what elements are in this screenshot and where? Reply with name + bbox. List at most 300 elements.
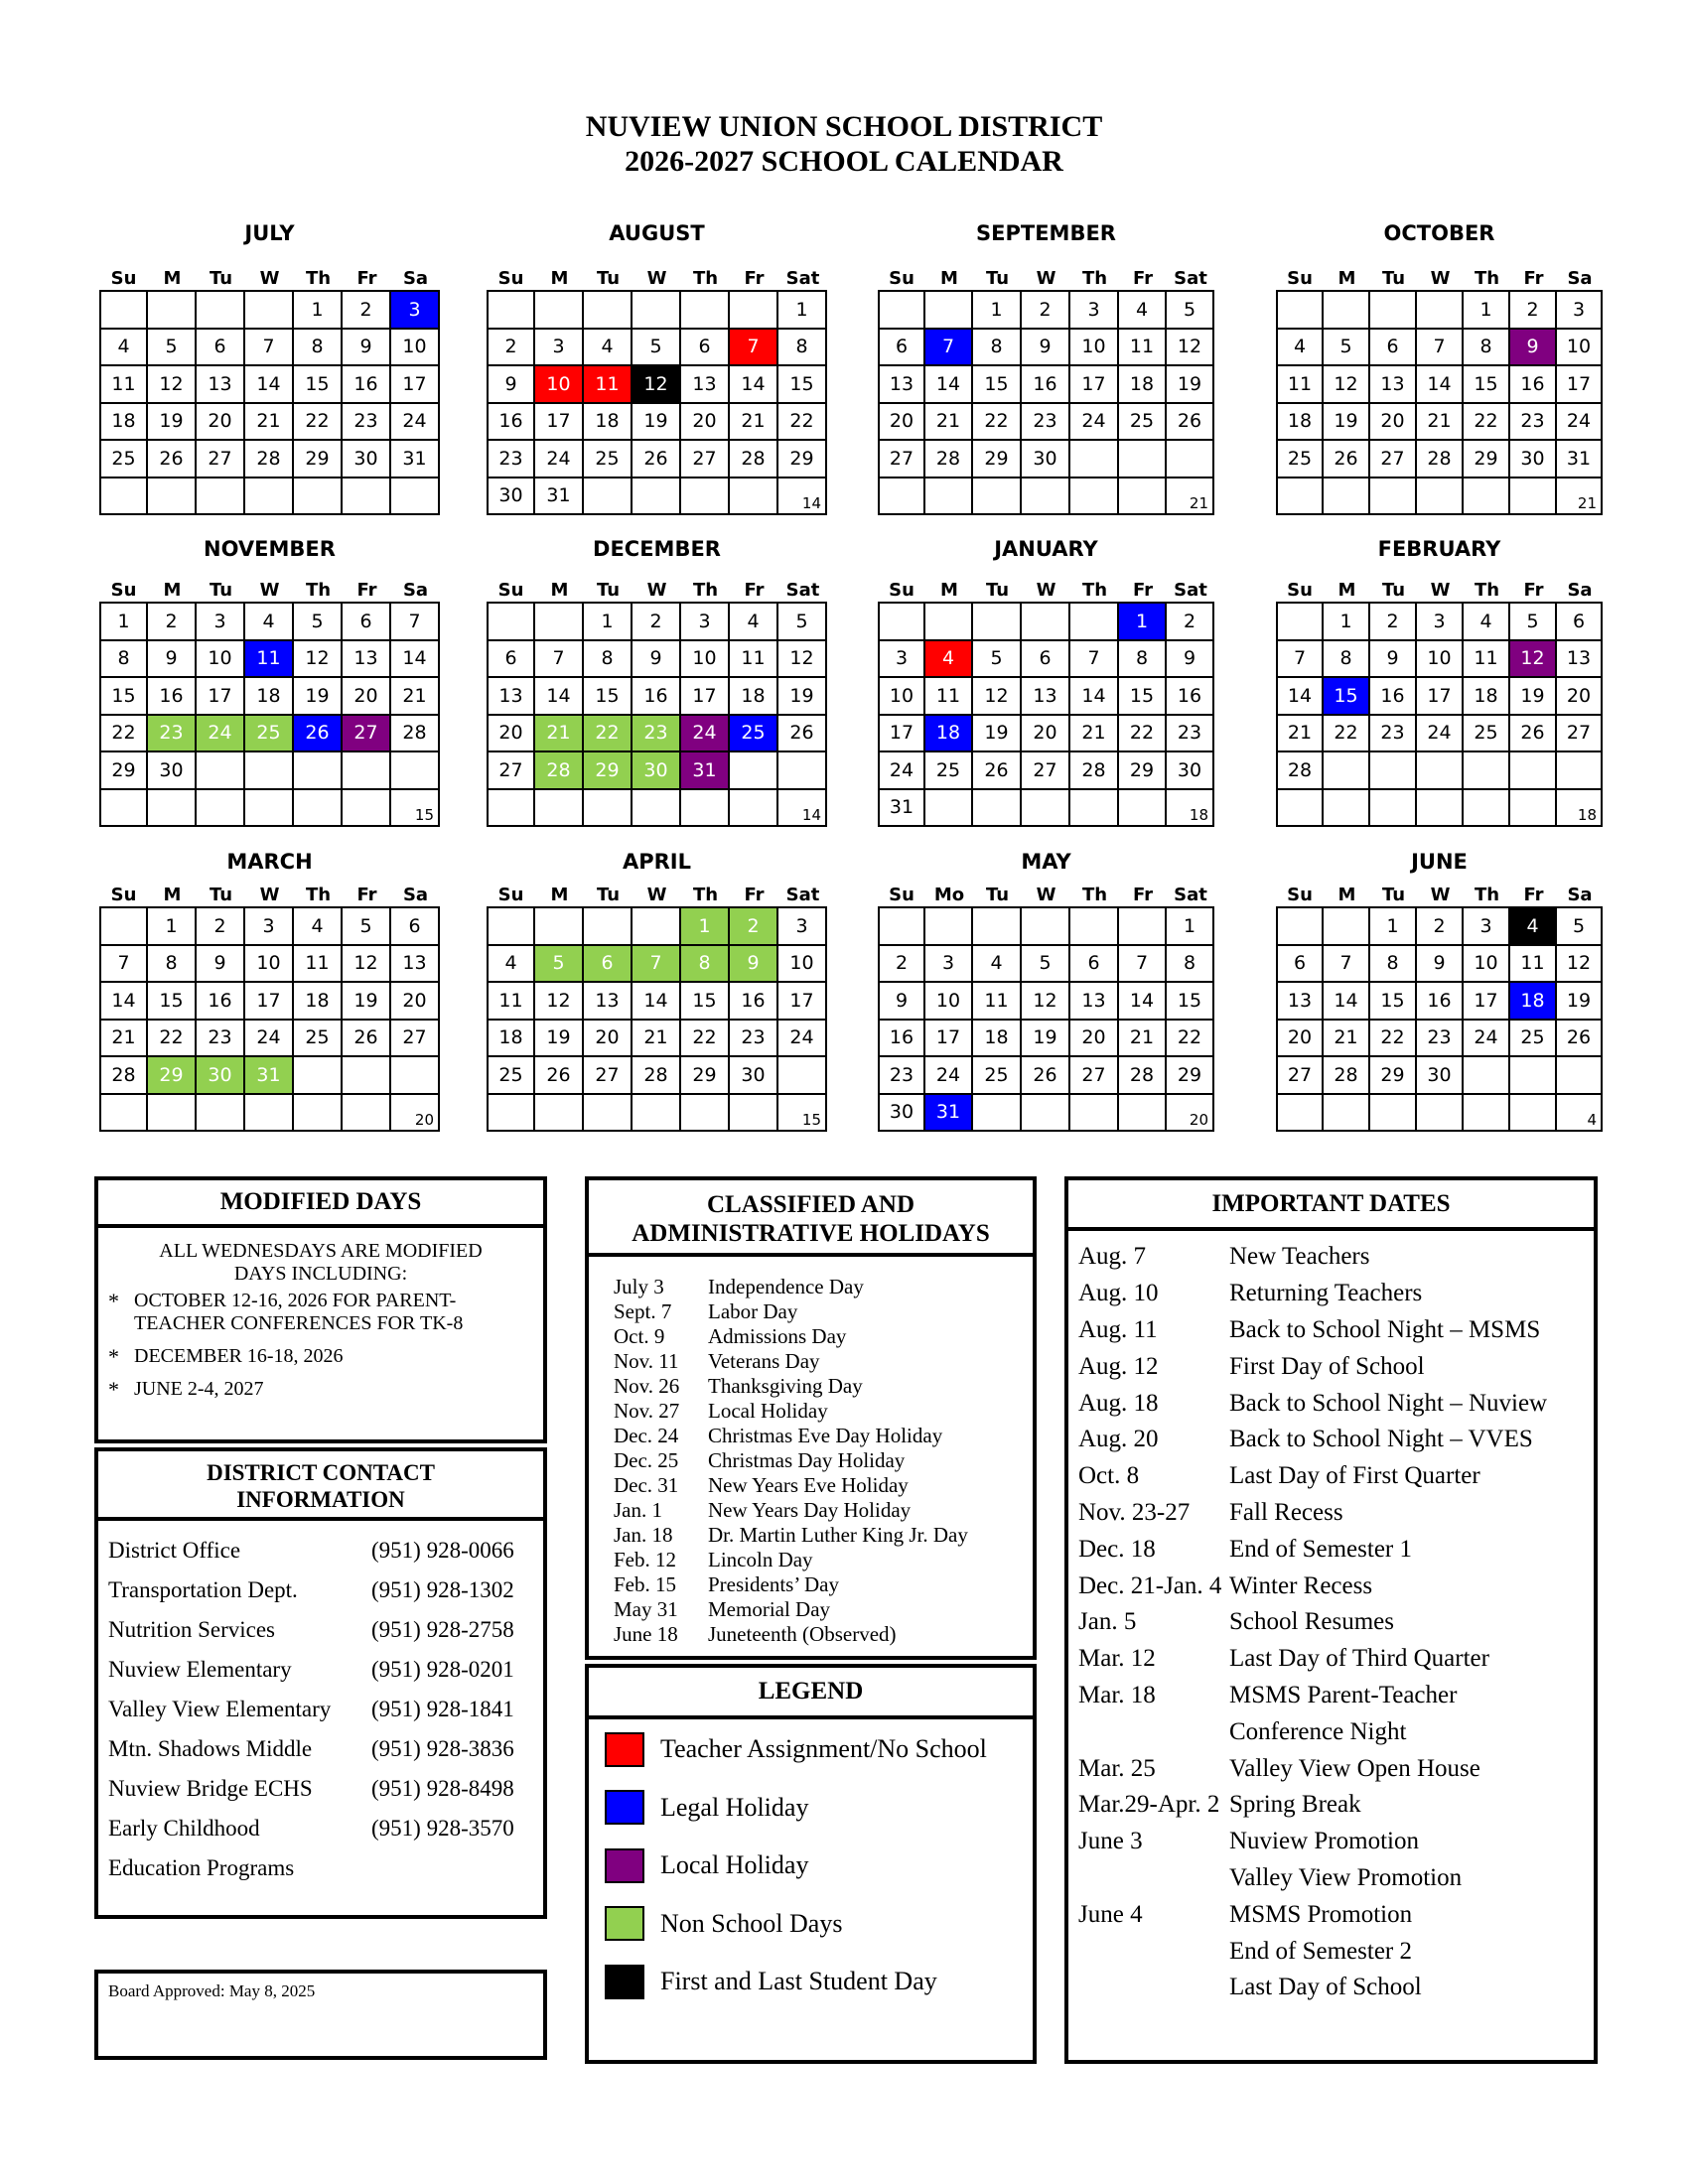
day-cell — [1324, 752, 1370, 790]
day-number: 5 — [1526, 610, 1539, 632]
school-day-count: 14 — [801, 494, 821, 512]
month-name: OCTOBER — [1383, 221, 1495, 245]
holiday-row — [614, 1424, 968, 1448]
day-number: 1 — [601, 610, 614, 632]
day-number: 12 — [546, 989, 571, 1012]
month-days-grid — [878, 906, 1214, 1132]
day-cell — [294, 441, 343, 478]
day-number: 23 — [208, 1026, 232, 1049]
day-number: 24 — [402, 410, 427, 433]
day-cell — [925, 1021, 973, 1058]
day-number: 13 — [1380, 372, 1405, 395]
day-cell — [197, 1095, 245, 1133]
important-event: Conference Night — [1229, 1717, 1407, 1745]
legend-item-student — [605, 1962, 937, 2001]
day-number: 12 — [305, 647, 330, 670]
day-number: 22 — [692, 1026, 717, 1049]
school-day-count: 18 — [1189, 806, 1208, 824]
day-cell — [681, 641, 730, 679]
important-date: Aug. 18 — [1078, 1389, 1159, 1417]
day-number: 16 — [159, 684, 184, 707]
day-number: 26 — [1520, 722, 1545, 745]
day-cell — [535, 790, 584, 828]
weekday-label: M — [940, 580, 958, 601]
day-number: 16 — [1033, 372, 1057, 395]
board-approved-box — [94, 1970, 547, 2060]
legend-swatch — [605, 1790, 644, 1825]
day-cell — [1278, 1021, 1324, 1058]
day-cell — [1464, 292, 1510, 330]
holiday-date: Oct. 9 — [614, 1324, 665, 1348]
day-cell — [343, 441, 391, 478]
day-cell — [1370, 1021, 1417, 1058]
important-date: Aug. 12 — [1078, 1352, 1159, 1380]
day-number: 21 — [1427, 410, 1452, 433]
day-cell-nonschool — [197, 716, 245, 753]
day-number: 25 — [935, 758, 961, 781]
important-date — [1078, 1933, 1229, 1970]
legend-label: Local Holiday — [660, 1850, 809, 1880]
holiday-date: Feb. 12 — [614, 1548, 676, 1571]
day-cell — [730, 292, 778, 330]
weekday-label: Fr — [356, 268, 377, 289]
day-cell — [973, 678, 1022, 716]
day-cell — [1022, 330, 1070, 367]
day-number: 1 — [1479, 298, 1492, 321]
day-cell — [1278, 1095, 1324, 1133]
day-number: 7 — [747, 336, 760, 358]
school-day-count: 21 — [1189, 494, 1208, 512]
holiday-name: Admissions Day — [708, 1324, 847, 1348]
day-cell — [1370, 790, 1417, 828]
day-number: 14 — [1129, 989, 1155, 1012]
contact-table — [108, 1531, 514, 1888]
month-july — [99, 217, 440, 515]
day-cell — [1370, 752, 1417, 790]
day-cell — [880, 441, 925, 478]
day-cell — [489, 641, 535, 679]
important-row — [1078, 1641, 1547, 1678]
day-cell — [925, 752, 973, 790]
day-cell — [1278, 946, 1324, 984]
day-cell — [1370, 604, 1417, 641]
legend-swatch — [605, 1732, 644, 1767]
contact-name: Early Childhood — [108, 1816, 260, 1841]
day-cell-legal — [925, 716, 973, 753]
day-cell — [1167, 1095, 1214, 1133]
weekday-label: Tu — [209, 885, 233, 905]
day-number: 1 — [1183, 914, 1196, 937]
day-number: 21 — [546, 722, 571, 745]
day-cell — [294, 292, 343, 330]
day-cell — [730, 641, 778, 679]
day-number: 18 — [595, 410, 620, 433]
holiday-name: Juneteenth (Observed) — [708, 1622, 897, 1646]
day-number: 13 — [692, 372, 717, 395]
day-number: 24 — [1081, 410, 1106, 433]
day-cell-legal — [925, 1095, 973, 1133]
day-number: 24 — [256, 1026, 281, 1049]
day-number: 13 — [1287, 989, 1313, 1012]
day-cell — [391, 983, 440, 1021]
day-number: 30 — [159, 758, 184, 781]
day-cell — [1167, 366, 1214, 404]
day-number: 31 — [889, 796, 914, 819]
month-days-grid — [487, 602, 827, 827]
day-number: 29 — [1380, 1063, 1405, 1086]
day-cell — [1167, 790, 1214, 828]
day-cell — [343, 1057, 391, 1095]
day-number: 4 — [1479, 610, 1492, 632]
day-cell — [1022, 292, 1070, 330]
day-number: 15 — [1129, 684, 1155, 707]
day-cell — [148, 330, 197, 367]
important-row — [1078, 1713, 1547, 1750]
day-number: 19 — [1566, 989, 1592, 1012]
month-april — [487, 846, 827, 1132]
day-number: 28 — [1287, 758, 1313, 781]
weekday-label: W — [1430, 580, 1451, 601]
day-number: 29 — [1474, 447, 1498, 470]
day-number: 21 — [1081, 722, 1106, 745]
holiday-date: June 18 — [614, 1622, 678, 1646]
day-number: 3 — [895, 647, 909, 670]
day-number: 1 — [165, 914, 178, 937]
day-cell — [1167, 292, 1214, 330]
day-cell — [1167, 716, 1214, 753]
day-cell — [1022, 641, 1070, 679]
day-cell — [1417, 1095, 1464, 1133]
day-number: 11 — [1520, 952, 1545, 975]
month-name: DECEMBER — [593, 537, 721, 561]
day-number: 25 — [111, 447, 136, 470]
day-number: 20 — [1033, 722, 1057, 745]
day-cell — [245, 1021, 294, 1058]
day-number: 11 — [256, 647, 281, 670]
day-cell-teacher — [925, 641, 973, 679]
day-number: 27 — [498, 758, 523, 781]
weekday-label: Fr — [744, 268, 765, 289]
day-cell — [197, 678, 245, 716]
modified-bullet — [108, 1378, 543, 1401]
weekday-label: Tu — [209, 268, 233, 289]
day-cell — [343, 752, 391, 790]
modified-intro-line2: DAYS INCLUDING: — [233, 1263, 408, 1285]
day-number: 18 — [256, 684, 281, 707]
day-cell — [294, 641, 343, 679]
weekday-header — [878, 580, 1214, 602]
holiday-date: Dec. 24 — [614, 1424, 679, 1447]
day-number: 14 — [935, 372, 961, 395]
day-number: 19 — [984, 722, 1009, 745]
day-number: 17 — [1081, 372, 1106, 395]
day-number: 26 — [305, 722, 330, 745]
day-cell — [1167, 678, 1214, 716]
weekday-label: Th — [1474, 580, 1500, 601]
day-number: 9 — [1433, 952, 1446, 975]
day-cell — [1070, 1021, 1119, 1058]
day-cell — [1370, 1057, 1417, 1095]
important-row — [1078, 1604, 1547, 1641]
day-number: 20 — [1566, 684, 1592, 707]
day-cell — [245, 366, 294, 404]
day-cell — [197, 983, 245, 1021]
day-cell — [245, 790, 294, 828]
day-cell — [343, 641, 391, 679]
holiday-row — [614, 1399, 968, 1424]
weekday-label: Fr — [744, 580, 765, 601]
month-name: NOVEMBER — [204, 537, 336, 561]
day-cell-nonschool — [535, 946, 584, 984]
day-cell — [778, 716, 827, 753]
day-cell — [489, 716, 535, 753]
day-number: 24 — [935, 1063, 961, 1086]
day-number: 27 — [1033, 758, 1057, 781]
day-number: 23 — [1520, 410, 1545, 433]
day-number: 30 — [741, 1063, 766, 1086]
day-cell — [489, 790, 535, 828]
day-cell-legal — [391, 292, 440, 330]
legend-label: First and Last Student Day — [660, 1967, 937, 1996]
day-cell — [148, 478, 197, 516]
day-number: 4 — [1526, 914, 1539, 937]
day-cell — [1510, 1021, 1557, 1058]
contact-row — [108, 1729, 514, 1769]
day-cell — [730, 441, 778, 478]
day-number: 28 — [256, 447, 281, 470]
weekday-label: Su — [497, 885, 524, 905]
important-row — [1078, 1422, 1547, 1458]
holidays-table — [614, 1275, 968, 1647]
day-number: 16 — [208, 989, 232, 1012]
important-row — [1078, 1824, 1547, 1860]
day-cell — [584, 983, 633, 1021]
day-number: 6 — [359, 610, 372, 632]
day-cell — [880, 946, 925, 984]
holiday-name: Lincoln Day — [708, 1548, 813, 1571]
month-february — [1276, 533, 1603, 827]
contact-phone: (951) 928-2758 — [371, 1617, 514, 1642]
day-cell — [1417, 908, 1464, 946]
day-number: 22 — [1380, 1026, 1405, 1049]
day-cell — [1324, 1021, 1370, 1058]
day-number: 28 — [935, 447, 961, 470]
day-cell — [1022, 1057, 1070, 1095]
weekday-label: Su — [497, 580, 524, 601]
month-name: SEPTEMBER — [976, 221, 1116, 245]
day-cell — [391, 366, 440, 404]
important-row — [1078, 1458, 1547, 1495]
day-cell — [584, 1057, 633, 1095]
day-cell-legal — [245, 641, 294, 679]
day-number: 4 — [1135, 298, 1149, 321]
weekday-label: M — [1337, 580, 1356, 601]
day-cell-nonschool — [730, 908, 778, 946]
important-event: New Teachers — [1229, 1243, 1370, 1271]
day-number: 6 — [895, 336, 909, 358]
day-number: 2 — [504, 336, 517, 358]
day-number: 22 — [1177, 1026, 1202, 1049]
day-cell — [1557, 1095, 1603, 1133]
day-cell — [294, 1021, 343, 1058]
day-cell — [1070, 404, 1119, 442]
weekday-label: Fr — [356, 885, 377, 905]
day-number: 26 — [1177, 410, 1202, 433]
month-days-grid — [878, 602, 1214, 827]
day-number: 12 — [789, 647, 814, 670]
day-cell — [535, 478, 584, 516]
day-cell — [633, 1021, 681, 1058]
day-number: 31 — [935, 1101, 961, 1124]
day-number: 25 — [256, 722, 281, 745]
day-number: 3 — [1087, 298, 1100, 321]
day-cell — [584, 678, 633, 716]
day-cell — [584, 441, 633, 478]
weekday-header — [1276, 268, 1603, 290]
day-cell — [1370, 441, 1417, 478]
day-number: 13 — [353, 647, 378, 670]
day-number: 26 — [353, 1026, 378, 1049]
weekday-header — [1276, 580, 1603, 602]
day-cell — [343, 478, 391, 516]
day-cell — [778, 1021, 827, 1058]
day-cell — [973, 790, 1022, 828]
weekday-label: Su — [110, 580, 137, 601]
day-number: 5 — [1039, 952, 1052, 975]
day-number: 29 — [595, 758, 620, 781]
day-cell — [1022, 678, 1070, 716]
day-number: 24 — [208, 722, 232, 745]
day-number: 22 — [789, 410, 814, 433]
weekday-label: Su — [1287, 885, 1313, 905]
day-number: 9 — [359, 336, 372, 358]
holiday-row — [614, 1548, 968, 1572]
day-number: 21 — [643, 1026, 668, 1049]
weekday-label: M — [550, 268, 569, 289]
month-days-grid — [99, 290, 440, 515]
day-number: 23 — [159, 722, 184, 745]
day-number: 20 — [889, 410, 914, 433]
day-cell — [730, 478, 778, 516]
month-days-grid — [878, 290, 1214, 515]
day-number: 18 — [498, 1026, 523, 1049]
bullet-line: DECEMBER 16-18, 2026 — [134, 1345, 344, 1367]
day-cell — [489, 1021, 535, 1058]
day-cell — [730, 1057, 778, 1095]
important-row — [1078, 1531, 1547, 1568]
day-number: 12 — [1566, 952, 1592, 975]
day-number: 2 — [213, 914, 226, 937]
legend-swatch — [605, 1906, 644, 1941]
day-cell — [778, 441, 827, 478]
day-cell — [1119, 908, 1167, 946]
weekday-label: Mo — [933, 885, 965, 905]
day-cell — [880, 292, 925, 330]
day-cell — [778, 678, 827, 716]
day-cell — [1022, 478, 1070, 516]
day-cell — [101, 716, 148, 753]
day-number: 14 — [546, 684, 571, 707]
day-cell — [925, 604, 973, 641]
day-number: 10 — [935, 989, 961, 1012]
day-cell — [1324, 716, 1370, 753]
day-number: 3 — [1433, 610, 1446, 632]
day-cell-nonschool — [245, 1057, 294, 1095]
day-cell — [1070, 1057, 1119, 1095]
day-cell — [730, 983, 778, 1021]
day-number: 2 — [359, 298, 372, 321]
day-cell — [1167, 404, 1214, 442]
day-cell — [343, 678, 391, 716]
day-number: 21 — [402, 684, 427, 707]
day-cell — [633, 292, 681, 330]
contact-row — [108, 1848, 514, 1888]
day-number: 14 — [1427, 372, 1452, 395]
day-cell — [101, 1095, 148, 1133]
day-number: 23 — [498, 447, 523, 470]
important-row — [1078, 1678, 1547, 1714]
legend-label: Non School Days — [660, 1908, 843, 1938]
day-number: 29 — [159, 1063, 184, 1086]
contact-name: Nutrition Services — [108, 1617, 275, 1642]
weekday-label: M — [163, 885, 182, 905]
day-cell — [535, 1095, 584, 1133]
day-cell — [681, 790, 730, 828]
day-cell — [101, 641, 148, 679]
day-number: 30 — [643, 758, 668, 781]
day-cell — [584, 292, 633, 330]
day-cell — [1070, 678, 1119, 716]
day-number: 9 — [165, 647, 178, 670]
day-cell — [1324, 404, 1370, 442]
important-date: Aug. 20 — [1078, 1426, 1159, 1453]
day-number: 5 — [649, 336, 662, 358]
weekday-label: W — [259, 268, 280, 289]
important-date — [1078, 1860, 1229, 1897]
weekday-label: Fr — [1523, 580, 1544, 601]
legend-item-nonschool — [605, 1904, 842, 1944]
day-cell — [778, 641, 827, 679]
day-number: 28 — [111, 1063, 136, 1086]
holiday-row — [614, 1374, 968, 1399]
day-cell — [1070, 330, 1119, 367]
day-cell — [1464, 1021, 1510, 1058]
day-number: 20 — [595, 1026, 620, 1049]
day-cell — [197, 752, 245, 790]
day-cell — [1557, 716, 1603, 753]
day-cell — [535, 604, 584, 641]
day-cell — [101, 366, 148, 404]
day-number: 27 — [1081, 1063, 1106, 1086]
modified-days-box — [94, 1176, 547, 1443]
day-number: 25 — [1287, 447, 1313, 470]
day-number: 4 — [601, 336, 614, 358]
day-number: 15 — [305, 372, 330, 395]
day-number: 16 — [1177, 684, 1202, 707]
day-cell — [245, 908, 294, 946]
day-number: 10 — [208, 647, 232, 670]
day-cell — [584, 330, 633, 367]
weekday-label: Su — [1287, 268, 1313, 289]
day-cell — [1119, 366, 1167, 404]
day-number: 14 — [1334, 989, 1358, 1012]
day-number: 6 — [1039, 647, 1052, 670]
day-cell-nonschool — [197, 1057, 245, 1095]
weekday-header — [878, 268, 1214, 290]
weekday-label: Sat — [1174, 885, 1207, 905]
contact-phone — [371, 1848, 514, 1888]
day-cell — [778, 292, 827, 330]
